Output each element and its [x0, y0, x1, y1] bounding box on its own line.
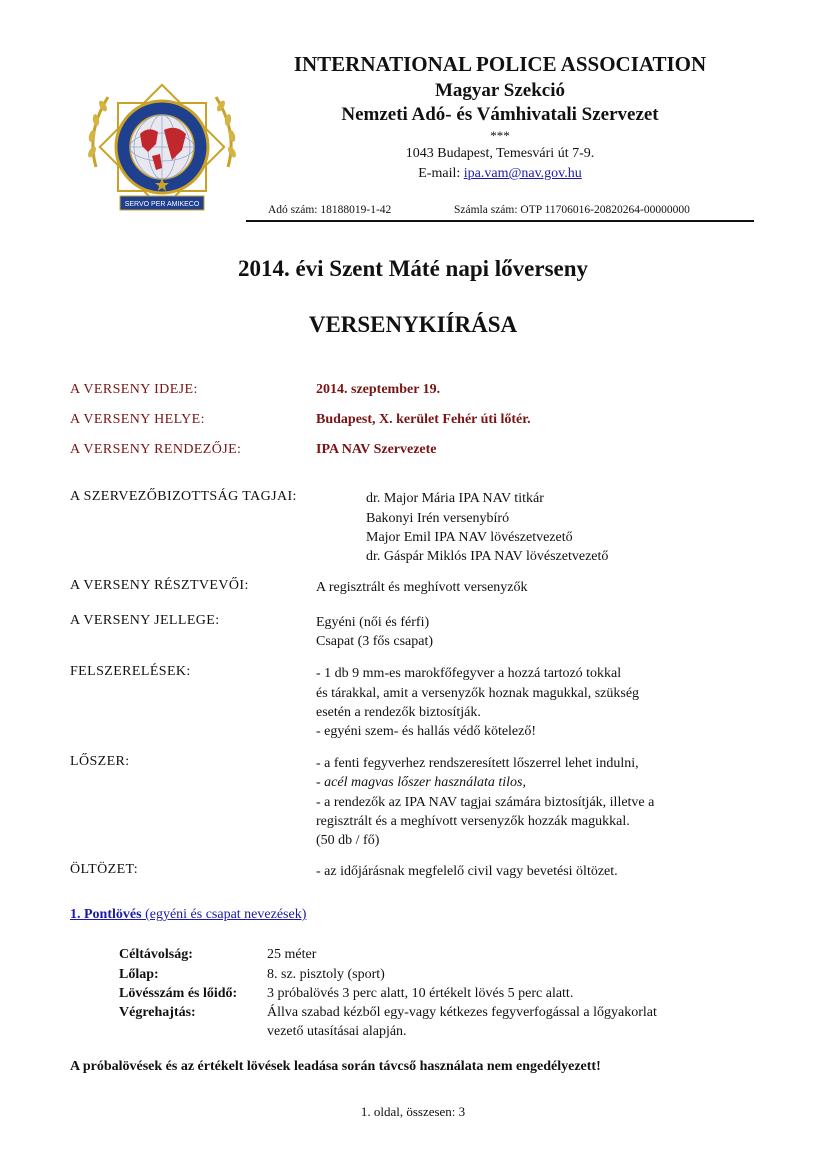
distance-label: Céltávolság:: [119, 947, 193, 962]
org-address: 1043 Budapest, Temesvári út 7-9.: [405, 146, 595, 161]
page-footer: 1. oldal, összesen: 3: [360, 1104, 466, 1119]
execution-line: Állva szabad kézből egy-vagy kétkezes fegyverfogással a lőgyakorlat: [267, 1005, 657, 1020]
place-value: Budapest, X. kerület Fehér úti lőtér.: [316, 412, 531, 427]
committee-member: Bakonyi Irén versenybíró: [366, 511, 510, 526]
execution-label: Végrehajtás:: [119, 1005, 196, 1020]
event1-heading-rest: (egyéni és csapat nevezések): [141, 907, 307, 922]
type-line: Egyéni (női és férfi): [316, 615, 430, 630]
organizer-label: A VERSENY RENDEZŐJE:: [70, 442, 242, 457]
committee-member: dr. Gáspár Miklós IPA NAV lövészetvezető: [366, 549, 609, 564]
equipment-line: - 1 db 9 mm-es marokfőfegyver a hozzá tartozó tokkal: [316, 666, 622, 681]
email-label: E-mail:: [418, 166, 464, 181]
place-label: A VERSENY HELYE:: [70, 412, 205, 427]
participants-label: A VERSENY RÉSZTVEVŐI:: [70, 578, 249, 593]
ammo-line: regisztrált és a meghívott versenyzők hozzák magukkal.: [316, 814, 630, 829]
ammo-line: (50 db / fő): [316, 833, 380, 848]
event1-heading: [70, 907, 306, 923]
event1-heading-number: 1. Pontlövés: [70, 907, 142, 922]
target-value: 8. sz. pisztoly (sport): [267, 967, 385, 982]
organizer-value: IPA NAV Szervezete: [316, 442, 437, 457]
attire-label: ÖLTÖZET:: [70, 862, 139, 877]
equipment-line: esetén a rendezők biztosítják.: [316, 705, 481, 720]
shots-label: Lövésszám és lőidő:: [119, 986, 238, 1001]
org-stars: ***: [490, 128, 510, 143]
equipment-line: és tárakkal, amit a versenyzők hoznak magukkal, szükség: [316, 686, 640, 701]
document-subtitle: VERSENYKIÍRÁSA: [308, 312, 518, 337]
org-section: Magyar Szekció: [435, 80, 565, 101]
logo-motto: SERVO PER AMIKECO: [124, 201, 200, 208]
header-rule: [246, 220, 754, 222]
distance-value: 25 méter: [267, 947, 317, 962]
type-line: Csapat (3 fős csapat): [316, 634, 434, 649]
org-name: INTERNATIONAL POLICE ASSOCIATION: [293, 52, 707, 76]
type-label: A VERSENY JELLEGE:: [70, 613, 220, 628]
notice: A próbalövések és az értékelt lövések leadása során távcső használata nem engedélyezett!: [70, 1059, 601, 1074]
committee-label: A SZERVEZŐBIZOTTSÁG TAGJAI:: [70, 489, 297, 504]
equipment-label: FELSZERELÉSEK:: [70, 664, 191, 679]
ammo-line: - a fenti fegyverhez rendszeresített lőszerrel lehet indulni,: [316, 756, 639, 771]
shots-value: 3 próbalövés 3 perc alatt, 10 értékelt lövés 5 perc alatt.: [267, 986, 574, 1001]
ammo-label: LŐSZER:: [70, 754, 130, 769]
ipa-logo: [78, 72, 246, 222]
execution-line: vezető utasításai alapján.: [267, 1024, 407, 1039]
target-label: Lőlap:: [119, 967, 159, 982]
attire-value: - az időjárásnak megfelelő civil vagy bevetési öltözet.: [316, 864, 618, 879]
account-number: Számla szám: OTP 11706016-20820264-00000000: [454, 204, 690, 216]
committee-member: Major Emil IPA NAV lövészetvezető: [366, 530, 573, 545]
ammo-line: - a rendezők az IPA NAV tagjai számára biztosítják, illetve a: [316, 795, 655, 810]
date-value: 2014. szeptember 19.: [316, 382, 441, 397]
org-email-line: [246, 166, 754, 182]
email-link[interactable]: ipa.vam@nav.gov.hu: [463, 166, 582, 181]
document-title: 2014. évi Szent Máté napi lőverseny: [237, 256, 589, 281]
org-branch: Nemzeti Adó- és Vámhivatali Szervezet: [341, 104, 659, 125]
participants-value: A regisztrált és meghívott versenyzők: [316, 580, 528, 595]
ammo-line: - acél magvas lőszer használata tilos,: [316, 775, 526, 790]
equipment-line: - egyéni szem- és hallás védő kötelező!: [316, 724, 537, 739]
date-label: A VERSENY IDEJE:: [70, 382, 198, 397]
tax-number: Adó szám: 18188019-1-42: [268, 204, 392, 216]
committee-member: dr. Major Mária IPA NAV titkár: [366, 491, 544, 506]
